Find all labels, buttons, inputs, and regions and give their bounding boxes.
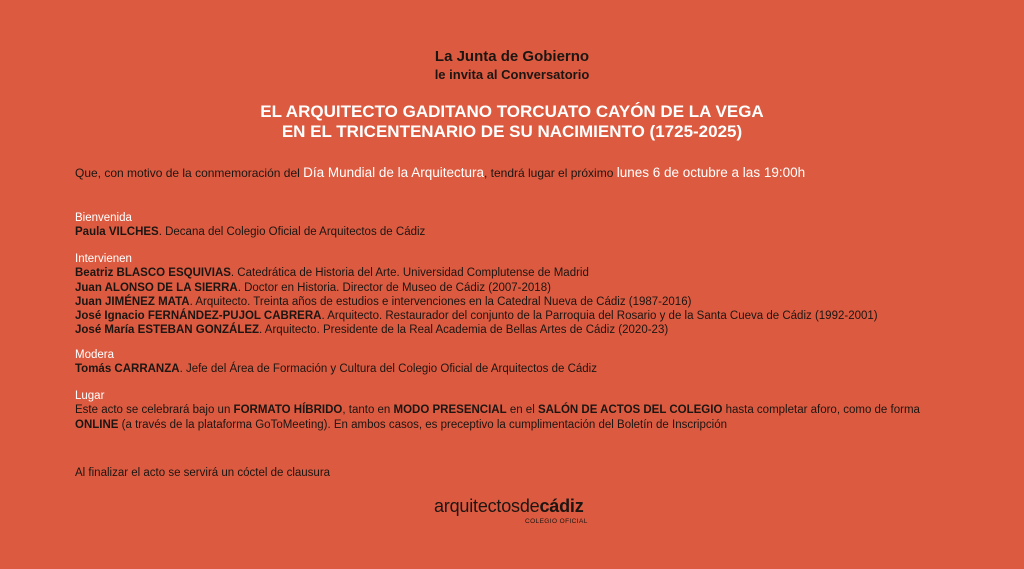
speaker-name: Juan ALONSO DE LA SIERRA — [75, 281, 238, 294]
title-line-1: EL ARQUITECTO GADITANO TORCUATO CAYÓN DE LA VEGA — [260, 102, 764, 121]
event-title — [0, 102, 1024, 142]
speaker-desc: . Jefe del Área de Formación y Cultura del Colegio Oficial de Arquitectos de Cádiz — [179, 363, 597, 376]
intro-paragraph — [75, 164, 805, 182]
speaker-name: Juan JIMÉNEZ MATA — [75, 295, 190, 308]
section-label: Intervienen — [75, 253, 132, 265]
venue-online: ONLINE — [75, 418, 119, 431]
speaker-name: Beatriz BLASCO ESQUIVIAS — [75, 267, 231, 280]
speaker-desc: . Doctor en Historia. Director de Museo de Cádiz (2007-2018) — [237, 281, 551, 294]
host-line: La Junta de Gobierno — [434, 48, 590, 65]
intro-text-1: Que, con motivo de la conmemoración del — [75, 166, 304, 180]
section-bienvenida — [75, 211, 425, 240]
venue-text: en el — [506, 404, 538, 417]
section-intervienen — [75, 252, 878, 338]
venue-text: (a través de la plataforma GoToMeeting). En ambos casos, es preceptivo la cumplimentación del Boletín de Inscripción — [118, 418, 727, 431]
speaker-entry — [75, 266, 878, 280]
invite-line: le invita al Conversatorio — [434, 67, 590, 82]
venue-paragraph — [75, 403, 955, 432]
speaker-name: Paula VILCHES — [75, 226, 159, 239]
venue-room: SALÓN DE ACTOS DEL COLEGIO — [537, 404, 723, 417]
speaker-entry — [75, 295, 878, 309]
speaker-entry — [75, 281, 878, 295]
venue-format: FORMATO HÍBRIDO — [233, 404, 343, 417]
venue-text: hasta completar aforo, como de forma — [722, 404, 920, 417]
speaker-desc: . Decana del Colegio Oficial de Arquitectos de Cádiz — [158, 226, 426, 239]
venue-mode: MODO PRESENCIAL — [393, 404, 507, 417]
section-label: Modera — [75, 349, 114, 361]
logo-wordmark — [434, 495, 594, 517]
speaker-entry — [75, 309, 878, 323]
section-modera — [75, 348, 597, 377]
speaker-desc: . Arquitecto. Restaurador del conjunto de la Parroquia del Rosario y de la Santa Cueva de Cádiz (1992-2001) — [321, 310, 878, 323]
venue-text: , tanto en — [342, 404, 394, 417]
logo-word-3: cádiz — [539, 496, 584, 516]
speaker-entry — [75, 362, 597, 376]
venue-text: Este acto se celebrará bajo un — [75, 404, 234, 417]
logo-word-2: de — [519, 496, 540, 516]
section-lugar — [75, 389, 955, 432]
closing-note: Al finalizar el acto se servirá un cóctel de clausura — [75, 467, 331, 479]
title-line-2: EN EL TRICENTENARIO DE SU NACIMIENTO (1725-2025) — [281, 122, 743, 141]
section-label: Lugar — [75, 390, 105, 402]
speaker-name: José María ESTEBAN GONZÁLEZ — [75, 324, 260, 337]
speaker-name: Tomás CARRANZA — [75, 363, 180, 376]
invitation-header — [0, 47, 1024, 83]
speaker-name: José Ignacio FERNÁNDEZ-PUJOL CABRERA — [75, 310, 322, 323]
speaker-entry — [75, 225, 425, 239]
event-datetime: lunes 6 de octubre a las 19:00h — [616, 165, 806, 180]
event-occasion: Día Mundial de la Arquitectura — [303, 165, 484, 180]
speaker-desc: . Catedrática de Historia del Arte. Universidad Complutense de Madrid — [230, 267, 589, 280]
college-logo — [434, 495, 594, 525]
speaker-desc: . Arquitecto. Treinta años de estudios e intervenciones en la Catedral Nueva de Cádiz (1987-2016) — [189, 295, 692, 308]
speaker-desc: . Arquitecto. Presidente de la Real Academia de Bellas Artes de Cádiz (2020-23) — [259, 324, 669, 337]
speaker-entry — [75, 323, 878, 337]
intro-text-2: , tendrá lugar el próximo — [483, 166, 617, 180]
logo-word-1: arquitectos — [434, 496, 520, 516]
section-label: Bienvenida — [75, 212, 132, 224]
logo-subtitle: COLEGIO OFICIAL — [525, 518, 588, 525]
